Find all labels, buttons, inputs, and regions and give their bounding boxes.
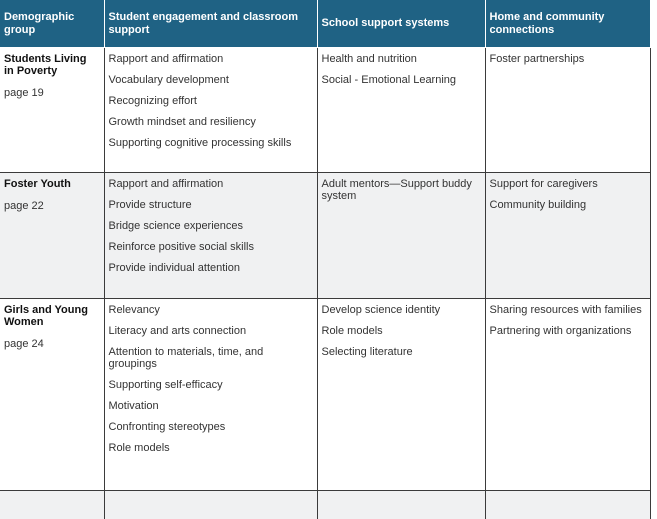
list-item: Bridge science experiences [109,220,312,232]
engagement-cell [104,491,317,519]
list-item: Motivation [109,400,312,412]
header-home-community: Home and community connections [485,0,650,48]
group-name: Students Living in Poverty [4,53,99,77]
school-support-cell [317,48,485,173]
group-name: Foster Youth [4,178,99,190]
demographic-cell [0,173,104,299]
list-item: Provide structure [109,199,312,211]
home-community-cell [485,491,650,519]
list-item: Relevancy [109,304,312,316]
engagement-cell [104,299,317,491]
page-reference: page 24 [4,338,99,350]
page-reference: page 19 [4,87,99,99]
header-student-engagement: Student engagement and classroom support [104,0,317,48]
list-item: Vocabulary development [109,74,312,86]
table-header [0,0,650,48]
table-row [0,48,650,173]
home-community-cell [485,299,650,491]
demographic-cell [0,48,104,173]
list-item: Provide individual attention [109,262,312,274]
demographic-cell [0,299,104,491]
list-item: Role models [109,442,312,454]
list-item: Community building [490,199,645,211]
table-row [0,173,650,299]
home-community-cell [485,173,650,299]
list-item: Rapport and affirmation [109,53,312,65]
list-item: Selecting literature [322,346,480,358]
list-item: Attention to materials, time, and groupings [109,346,312,370]
demographic-cell [0,491,104,519]
list-item: Confronting stereotypes [109,421,312,433]
list-item: Social - Emotional Learning [322,74,480,86]
list-item: Partnering with organizations [490,325,645,337]
list-item: Supporting self-efficacy [109,379,312,391]
engagement-cell [104,48,317,173]
school-support-cell [317,491,485,519]
school-support-cell [317,299,485,491]
home-community-cell [485,48,650,173]
list-item: Reinforce positive social skills [109,241,312,253]
list-item: Foster partnerships [490,53,645,65]
header-row [0,0,650,48]
list-item: Recognizing effort [109,95,312,107]
header-demographic-group: Demographic group [0,0,104,48]
table-row [0,491,650,519]
list-item: Health and nutrition [322,53,480,65]
school-support-cell [317,173,485,299]
list-item: Supporting cognitive processing skills [109,137,312,149]
list-item: Sharing resources with families [490,304,645,316]
page-reference: page 22 [4,200,99,212]
list-item: Develop science identity [322,304,480,316]
table-body [0,48,650,519]
list-item: Role models [322,325,480,337]
list-item: Adult mentors—Support buddy system [322,178,480,202]
list-item: Literacy and arts connection [109,325,312,337]
list-item: Growth mindset and resiliency [109,116,312,128]
list-item: Support for caregivers [490,178,645,190]
header-school-support: School support systems [317,0,485,48]
list-item: Rapport and affirmation [109,178,312,190]
engagement-cell [104,173,317,299]
group-name: Girls and Young Women [4,304,99,328]
table-row [0,299,650,491]
